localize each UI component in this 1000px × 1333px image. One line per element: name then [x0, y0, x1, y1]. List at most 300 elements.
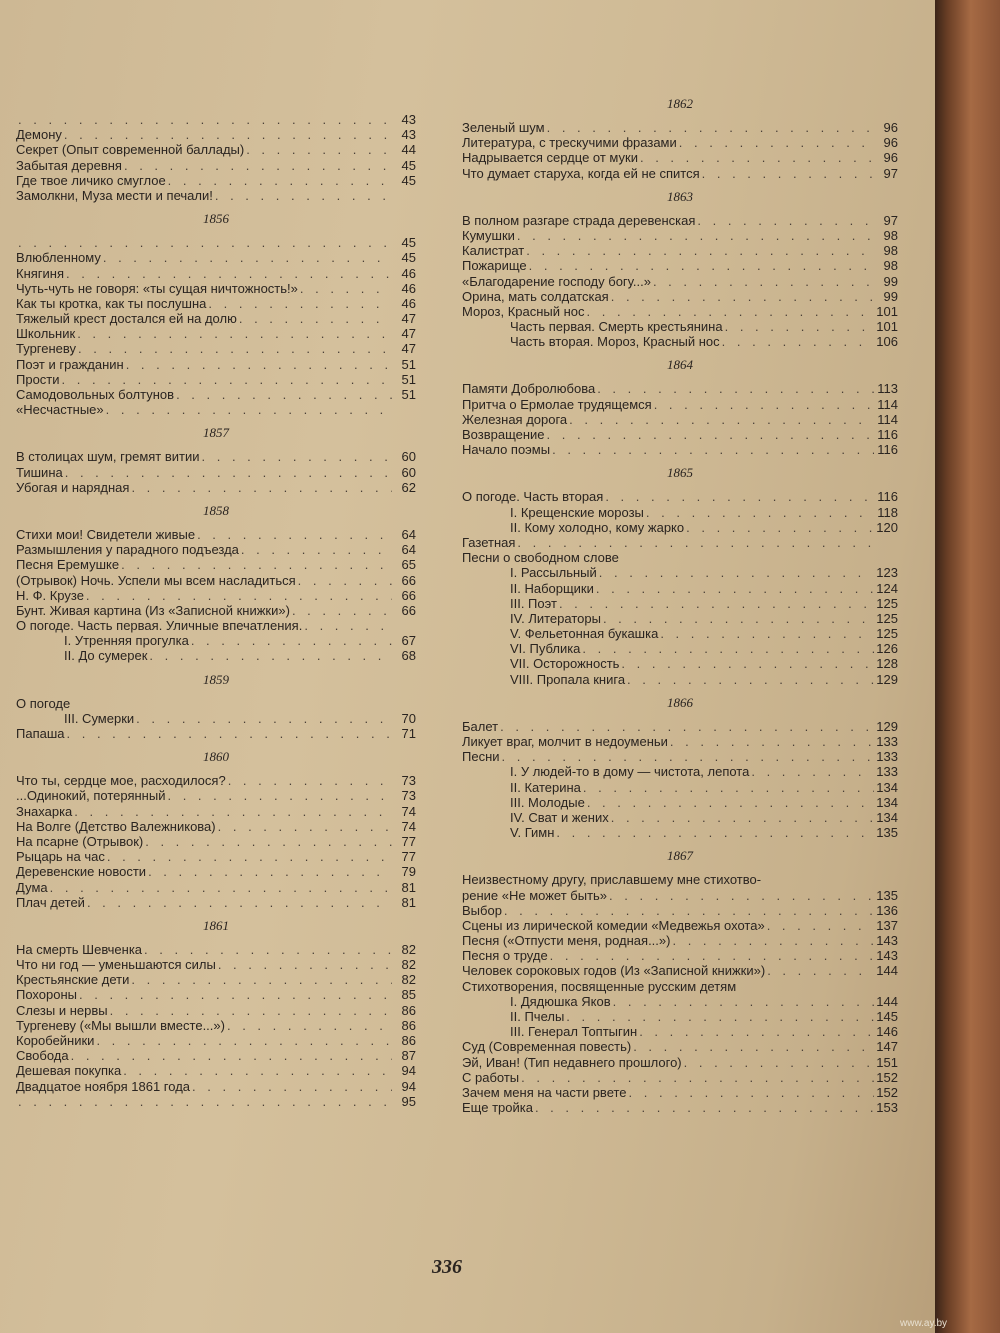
toc-entry-page: 82: [401, 941, 416, 957]
toc-entry-title: Двадцатое ноября 1861 года: [16, 1078, 191, 1094]
toc-entry-title: Папаша: [16, 726, 65, 741]
toc-entry-title: I. Дядюшка Яков: [510, 993, 611, 1009]
toc-entry-title: Как ты кротка, как ты послушна: [16, 295, 207, 311]
toc-entry: [16, 1094, 416, 1109]
watermark: www.ay.by: [900, 1318, 948, 1329]
toc-entry-title: Что ты, сердце мое, расходилося?: [16, 773, 226, 789]
toc-leader-dots: [131, 480, 392, 495]
toc-entry-page: 60: [401, 464, 416, 480]
toc-entry-page: 74: [401, 818, 416, 834]
toc-leader-dots: [587, 795, 874, 810]
toc-entry: [462, 994, 898, 1009]
toc-entry-title: Человек сороковых годов (Из «Записной книжки»): [462, 963, 766, 979]
toc-entry-page: 46: [401, 295, 416, 311]
toc-entry-page: 135: [876, 825, 898, 841]
toc-leader-dots: [78, 341, 392, 356]
toc-entry: [462, 1070, 898, 1085]
toc-leader-dots: [18, 1094, 392, 1109]
toc-entry: [16, 880, 416, 895]
toc-leader-dots: [597, 381, 874, 396]
toc-entry-page: 47: [401, 326, 416, 342]
toc-leader-dots: [148, 864, 392, 879]
toc-entry-page: 151: [876, 1054, 898, 1070]
toc-entry-title: Часть первая. Смерть крестьянина: [510, 319, 723, 335]
toc-leader-dots: [64, 127, 392, 142]
toc-entry-title: В столицах шум, гремят витии: [16, 449, 200, 465]
toc-entry-title: III. Сумерки: [64, 710, 135, 726]
toc-leader-dots: [603, 611, 874, 626]
toc-entry: [16, 864, 416, 879]
toc-entry: [462, 427, 898, 442]
toc-entry-title: Крестьянские дети: [16, 972, 130, 988]
toc-leader-dots: [725, 319, 874, 334]
toc-entry-title: Дума: [16, 879, 48, 895]
toc-leader-dots: [121, 557, 392, 572]
toc-entry: [16, 112, 416, 127]
toc-leader-dots: [71, 1048, 392, 1063]
toc-entry-title: Что ни год — уменьшаются силы: [16, 957, 216, 973]
toc-entry-page: 152: [876, 1069, 898, 1085]
toc-leader-dots: [611, 289, 874, 304]
toc-entry: [16, 402, 416, 417]
toc-entry: [16, 773, 416, 788]
toc-entry: [462, 918, 898, 933]
year-heading: 1858: [203, 502, 229, 518]
toc-entry-page: 74: [401, 803, 416, 819]
toc-leader-dots: [672, 933, 874, 948]
toc-leader-dots: [246, 142, 392, 157]
toc-leader-dots: [67, 726, 392, 741]
toc-entry: [16, 895, 416, 910]
toc-leader-dots: [621, 656, 874, 671]
toc-entry-title: III. Молодые: [510, 794, 585, 810]
toc-entry-page: 68: [401, 648, 416, 664]
toc-entry-title: С работы: [462, 1069, 520, 1085]
toc-leader-dots: [697, 213, 874, 228]
toc-entry-page: 62: [401, 479, 416, 495]
toc-entry-page: 82: [401, 972, 416, 988]
toc-entry-page: 43: [401, 112, 416, 127]
toc-entry-page: 146: [876, 1024, 898, 1040]
toc-entry-page: 147: [876, 1039, 898, 1055]
toc-leader-dots: [145, 834, 392, 849]
toc-entry-title: Похороны: [16, 987, 77, 1003]
toc-entry-page: 101: [876, 319, 898, 335]
toc-entry-page: 65: [401, 557, 416, 573]
toc-entry-title: Стихотворения, посвященные русским детям: [462, 978, 737, 994]
toc-leader-dots: [144, 942, 392, 957]
toc-leader-dots: [202, 449, 392, 464]
toc-entry: [462, 135, 898, 150]
toc-entry-title: Что думает старуха, когда ей не спится: [462, 165, 700, 181]
toc-leader-dots: [227, 1018, 392, 1033]
toc-entry-title: Песни: [462, 749, 500, 765]
toc-entry-title: Песня Еремушке: [16, 557, 120, 573]
toc-entry-title: Еще тройка: [462, 1100, 533, 1116]
toc-entry-title: II. До сумерек: [64, 648, 148, 664]
toc-entry-page: 153: [876, 1100, 898, 1116]
toc-leader-dots: [228, 773, 392, 788]
toc-entry: [462, 319, 898, 334]
toc-leader-dots: [670, 734, 874, 749]
toc-entry-title: На псарне (Отрывок): [16, 833, 144, 849]
toc-leader-dots: [126, 357, 392, 372]
toc-entry: [16, 311, 416, 326]
toc-entry-page: 116: [877, 427, 898, 442]
toc-entry-page: 106: [876, 334, 898, 350]
toc-entry-page: 98: [883, 258, 898, 274]
toc-leader-dots: [547, 427, 874, 442]
toc-entry: [462, 888, 898, 903]
toc-leader-dots: [646, 505, 874, 520]
toc-entry: [462, 304, 898, 319]
toc-leader-dots: [552, 442, 874, 457]
toc-leader-dots: [611, 810, 874, 825]
toc-leader-dots: [103, 250, 392, 265]
toc-leader-dots: [529, 258, 874, 273]
toc-entry-page: 133: [876, 749, 898, 765]
toc-entry: [16, 957, 416, 972]
toc-leader-dots: [149, 648, 392, 663]
toc-leader-dots: [304, 618, 392, 633]
year-heading: 1860: [203, 749, 229, 765]
toc-entry-page: 98: [883, 227, 898, 243]
toc-leader-dots: [550, 948, 874, 963]
toc-entry-page: 81: [401, 879, 416, 895]
toc-leader-dots: [566, 1009, 874, 1024]
toc-entry-title: Балет: [462, 718, 499, 734]
toc-entry-title: Дешевая покупка: [16, 1063, 122, 1079]
toc-entry-title: Поэт и гражданин: [16, 356, 124, 372]
year-heading: 1863: [667, 188, 693, 204]
toc-entry-page: 73: [401, 788, 416, 804]
toc-entry-title: VIII. Пропала книга: [510, 671, 626, 687]
toc-entry-title: Размышления у парадного подъезда: [16, 542, 239, 558]
toc-entry: [462, 150, 898, 165]
toc-entry: [462, 749, 898, 764]
toc-entry: [16, 942, 416, 957]
toc-entry-page: 97: [883, 165, 898, 181]
toc-entry-title: (Отрывок) Ночь. Успели мы всем насладиться: [16, 572, 296, 588]
toc-leader-dots: [517, 535, 874, 550]
toc-left-column: [16, 112, 416, 1109]
toc-leader-dots: [208, 296, 392, 311]
toc-entry-page: 73: [401, 773, 416, 789]
toc-entry-page: 46: [401, 265, 416, 281]
toc-entry: [462, 795, 898, 810]
toc-entry-page: 99: [883, 288, 898, 304]
toc-leader-dots: [50, 880, 392, 895]
toc-entry: [16, 173, 416, 188]
toc-entry-title: Самодовольных болтунов: [16, 387, 175, 402]
toc-entry-page: 45: [401, 172, 416, 188]
toc-entry: [462, 412, 898, 427]
toc-entry: [462, 334, 898, 349]
toc-entry: [462, 258, 898, 273]
toc-entry-title: Тяжелый крест достался ей на долю: [16, 311, 237, 327]
toc-entry-page: 94: [401, 1063, 416, 1079]
toc-leader-dots: [241, 542, 392, 557]
toc-entry-title: Бунт. Живая картина (Из «Записной книжки»): [16, 602, 290, 618]
toc-entry: [462, 979, 898, 994]
toc-entry: [16, 633, 416, 648]
toc-entry-title: Секрет (Опыт современной баллады): [16, 142, 245, 158]
toc-entry: [462, 719, 898, 734]
toc-entry-title: Орина, мать солдатская: [462, 288, 609, 304]
toc-entry-page: 86: [401, 1033, 416, 1048]
toc-entry: [16, 1079, 416, 1094]
toc-entry: [16, 296, 416, 311]
toc-entry-title: Тишина: [16, 464, 63, 480]
toc-entry-page: 124: [876, 580, 898, 596]
toc-leader-dots: [702, 166, 874, 181]
toc-leader-dots: [654, 397, 874, 412]
toc-entry-title: О погоде: [16, 695, 71, 711]
toc-leader-dots: [500, 719, 874, 734]
toc-leader-dots: [86, 588, 392, 603]
toc-leader-dots: [131, 972, 392, 987]
toc-leader-dots: [239, 311, 392, 326]
toc-leader-dots: [582, 641, 874, 656]
toc-entry-page: 113: [877, 381, 898, 397]
toc-entry-title: Кумушки: [462, 227, 515, 243]
toc-entry-title: Калистрат: [462, 243, 525, 259]
toc-leader-dots: [653, 274, 874, 289]
toc-entry-page: 126: [876, 641, 898, 657]
toc-leader-dots: [124, 158, 392, 173]
toc-entry: [462, 228, 898, 243]
toc-entry-title: «Благодарение господу богу...»: [462, 273, 651, 289]
toc-leader-dots: [197, 527, 392, 542]
toc-entry-page: 70: [401, 710, 416, 726]
toc-entry-page: 133: [876, 764, 898, 780]
toc-leader-dots: [613, 994, 874, 1009]
toc-entry-page: 87: [401, 1048, 416, 1064]
toc-entry-title: Песня («Отпусти меня, родная...»): [462, 933, 671, 949]
toc-entry-title: Неизвестному другу, приславшему мне стихотво-: [462, 872, 762, 888]
toc-entry-page: 60: [401, 449, 416, 465]
toc-entry-page: 133: [876, 734, 898, 749]
toc-entry-title: Н. Ф. Крузе: [16, 587, 84, 603]
toc-entry: [16, 711, 416, 726]
toc-entry: [462, 274, 898, 289]
toc-entry-page: 114: [877, 396, 898, 412]
toc-entry-title: Притча о Ермолае трудящемся: [462, 396, 652, 412]
toc-leader-dots: [18, 235, 392, 250]
year-heading: 1862: [667, 96, 693, 111]
toc-entry: [16, 788, 416, 803]
toc-leader-dots: [136, 711, 392, 726]
toc-entry-title: II. Катерина: [510, 779, 581, 795]
toc-entry: [16, 1018, 416, 1033]
toc-entry-title: Памяти Добролюбова: [462, 381, 596, 397]
toc-leader-dots: [110, 1003, 392, 1018]
toc-entry-title: Литература, с трескучими фразами: [462, 135, 677, 151]
toc-leader-dots: [679, 135, 874, 150]
toc-leader-dots: [504, 903, 874, 918]
toc-leader-dots: [660, 626, 874, 641]
toc-entry-page: 96: [883, 150, 898, 166]
toc-entry-title: Железная дорога: [462, 411, 568, 427]
toc-entry: [462, 1085, 898, 1100]
toc-leader-dots: [751, 764, 874, 779]
toc-entry: [462, 963, 898, 978]
toc-entry: [16, 804, 416, 819]
toc-entry: [16, 480, 416, 495]
toc-entry: [462, 656, 898, 671]
toc-entry: [462, 872, 898, 887]
year-heading: 1859: [203, 671, 229, 687]
toc-entry-title: Убогая и нарядная: [16, 479, 130, 495]
toc-entry-title: Начало поэмы: [462, 442, 551, 458]
toc-entry: [462, 381, 898, 396]
toc-right-column: [462, 88, 898, 1115]
toc-entry: [16, 588, 416, 603]
toc-entry: [462, 1024, 898, 1039]
toc-entry-page: 86: [401, 1002, 416, 1018]
toc-entry: [462, 243, 898, 258]
toc-leader-dots: [106, 402, 392, 417]
year-heading: 1867: [667, 848, 693, 864]
toc-entry: [462, 1100, 898, 1115]
toc-entry: [462, 535, 898, 550]
toc-entry-title: Зачем меня на части рвете: [462, 1084, 627, 1100]
toc-leader-dots: [605, 489, 874, 504]
toc-entry-page: 98: [883, 243, 898, 259]
toc-entry-page: 77: [401, 849, 416, 865]
toc-entry: [462, 825, 898, 840]
toc-entry-page: 51: [401, 371, 416, 387]
toc-entry-page: 145: [876, 1009, 898, 1024]
toc-entry-title: Коробейники: [16, 1033, 95, 1048]
toc-entry-page: 125: [876, 610, 898, 626]
toc-entry: [462, 626, 898, 641]
toc-entry: [16, 1033, 416, 1048]
toc-entry-title: VII. Осторожность: [510, 656, 620, 672]
toc-entry-page: 96: [883, 120, 898, 135]
toc-entry-page: 101: [876, 303, 898, 319]
toc-entry-page: 44: [401, 142, 416, 158]
toc-entry-page: 66: [401, 602, 416, 618]
toc-entry-page: 134: [876, 794, 898, 810]
toc-entry-title: Тургеневу: [16, 341, 77, 357]
toc-leader-dots: [74, 804, 392, 819]
toc-entry: [462, 933, 898, 948]
toc-entry: [16, 127, 416, 142]
toc-entry-title: Княгиня: [16, 265, 65, 281]
toc-entry: [462, 734, 898, 749]
toc-entry-title: Прости: [16, 371, 60, 387]
toc-entry: [462, 489, 898, 504]
toc-entry: [462, 565, 898, 580]
toc-leader-dots: [722, 334, 874, 349]
toc-entry: [462, 903, 898, 918]
toc-entry: [16, 465, 416, 480]
toc-entry-page: 116: [877, 489, 898, 505]
toc-leader-dots: [767, 918, 874, 933]
toc-entry-page: 85: [401, 987, 416, 1003]
toc-entry: [16, 158, 416, 173]
toc-entry-title: Рыцарь на час: [16, 849, 105, 865]
toc-leader-dots: [583, 780, 874, 795]
toc-entry-page: 86: [401, 1017, 416, 1033]
toc-entry-title: Пожарище: [462, 258, 527, 274]
toc-leader-dots: [599, 565, 874, 580]
toc-entry: [462, 289, 898, 304]
toc-entry: [462, 550, 898, 565]
toc-entry-page: 118: [877, 504, 898, 520]
toc-entry: [16, 834, 416, 849]
toc-entry: [462, 213, 898, 228]
toc-entry-page: 129: [876, 718, 898, 734]
toc-entry: [16, 972, 416, 987]
toc-entry-title: I. Рассыльный: [510, 565, 597, 581]
toc-entry-title: Часть вторая. Мороз, Красный нос: [510, 334, 720, 350]
toc-entry-title: Где твое личико смуглое: [16, 172, 166, 188]
toc-entry: [16, 372, 416, 387]
toc-entry-page: 125: [876, 626, 898, 642]
toc-entry-title: Забытая деревня: [16, 157, 122, 173]
toc-entry: [462, 948, 898, 963]
toc-entry-page: 71: [401, 726, 416, 741]
toc-entry: [462, 1039, 898, 1054]
toc-entry-page: 66: [401, 572, 416, 588]
toc-leader-dots: [684, 1055, 874, 1070]
toc-entry-title: Влюбленному: [16, 250, 101, 266]
toc-entry: [462, 505, 898, 520]
toc-entry-title: Знахарка: [16, 803, 73, 819]
toc-leader-dots: [587, 304, 874, 319]
toc-leader-dots: [502, 749, 874, 764]
toc-entry-page: 82: [401, 957, 416, 973]
toc-entry: [16, 235, 416, 250]
toc-entry: [16, 618, 416, 633]
toc-entry: [16, 557, 416, 572]
toc-entry: [462, 166, 898, 181]
toc-leader-dots: [535, 1100, 874, 1115]
toc-leader-dots: [168, 173, 392, 188]
toc-entry: [462, 764, 898, 779]
toc-entry-page: 128: [876, 656, 898, 672]
toc-entry: [462, 442, 898, 457]
toc-entry-title: Деревенские новости: [16, 864, 147, 880]
toc-leader-dots: [79, 987, 392, 1002]
toc-entry-page: 51: [401, 356, 416, 372]
toc-entry: [462, 397, 898, 412]
toc-entry-title: Песни о свободном слове: [462, 550, 619, 566]
toc-leader-dots: [556, 825, 874, 840]
toc-entry: [16, 726, 416, 741]
toc-entry: [16, 281, 416, 296]
toc-entry-title: Стихи мои! Свидетели живые: [16, 526, 196, 542]
toc-entry-title: V. Гимн: [510, 825, 555, 841]
toc-entry-title: Свобода: [16, 1048, 69, 1064]
toc-leader-dots: [218, 819, 392, 834]
toc-entry-title: II. Кому холодно, кому жарко: [510, 519, 685, 535]
toc-entry: [16, 188, 416, 203]
toc-entry: [462, 780, 898, 795]
toc-entry-title: Песня о труде: [462, 948, 548, 964]
toc-entry-title: Надрывается сердце от муки: [462, 150, 638, 166]
toc-leader-dots: [686, 520, 874, 535]
toc-leader-dots: [526, 243, 874, 258]
toc-entry: [462, 120, 898, 135]
toc-entry-title: Сцены из лирической комедии «Медвежья охота»: [462, 917, 765, 933]
toc-leader-dots: [767, 963, 874, 978]
toc-entry-title: рение «Не может быть»: [462, 887, 608, 903]
toc-entry-title: III. Генерал Топтыгин: [510, 1024, 638, 1040]
toc-leader-dots: [298, 573, 392, 588]
